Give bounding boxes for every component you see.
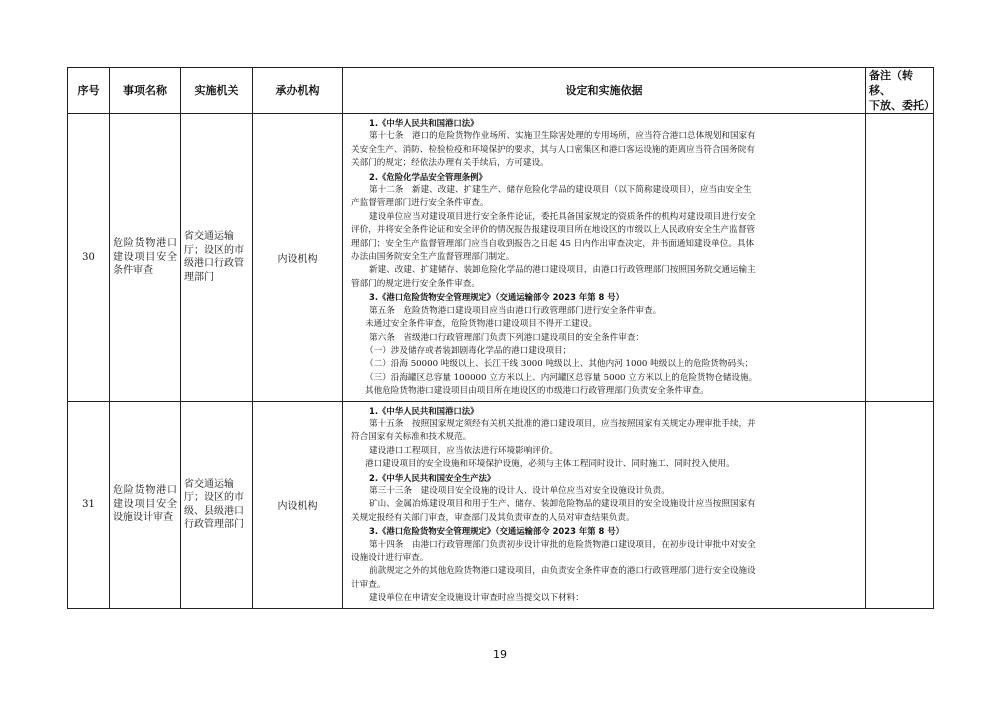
basis-line: 符合国家有关标准和技术规范。 — [351, 432, 472, 443]
header-index: 序号 — [68, 68, 110, 114]
basis-line: 关安全生产、消防、检验检疫和环境保护的要求，其与人口密集区和港口客运设施的距离应当符合国务院有 — [351, 144, 755, 155]
row-notes — [866, 114, 934, 402]
row-index: 31 — [68, 401, 110, 608]
basis-line: 新建、改建、扩建储存、装卸危险化学品的港口建设项目，由港口行政管理部门按照国务院交通运输主 — [369, 265, 756, 276]
basis-heading: 1.《中华人民共和国港口法》 — [369, 118, 479, 128]
legal-basis-text — [351, 117, 859, 399]
basis-line: 关规定报经有关部门审查，审查部门及其负责审查的人员对审查结果负责。 — [351, 512, 635, 523]
row-legal-basis — [343, 114, 866, 402]
basis-line: 设施设计进行审查。 — [351, 553, 429, 563]
permits-table — [67, 67, 934, 609]
basis-line: 建设港口工程项目，应当依法进行环境影响评价。 — [369, 445, 559, 456]
basis-line: 第十二条 新建、改建、扩建生产、储存危险化学品的建设项目（以下简称建设项目），应当由安全生 — [369, 185, 752, 196]
header-notes-line-1: 备注（转移、 — [869, 69, 913, 97]
row-handling-agency: 内设机构 — [253, 401, 343, 608]
basis-line: 其他危险货物港口建设项目由项目所在地设区的市级港口行政管理部门负责安全条件审查。 — [365, 386, 709, 397]
basis-line: 未通过安全条件审查，危险货物港口建设项目不得开工建设。 — [365, 319, 598, 330]
basis-heading: 3.《港口危险货物安全管理规定》（交通运输部令 2023 年第 8 号） — [369, 292, 624, 303]
row-implementing-org: 省交通运输厅；设区的市级港口行政管理部门 — [181, 114, 253, 402]
header-implementing-org: 实施机关 — [181, 68, 253, 114]
basis-line: 建设单位应当对建设项目进行安全条件论证，委托具备国家规定的资质条件的机构对建设项目进行安全 — [369, 211, 756, 222]
header-legal-basis: 设定和实施依据 — [343, 68, 866, 114]
basis-line: 第三十三条 建设项目安全设施的设计人、设计单位应当对安全设施设计负责。 — [369, 485, 670, 496]
row-legal-basis — [343, 401, 866, 608]
row-item-name: 危险货物港口建设项目安全设施设计审查 — [110, 401, 181, 608]
basis-line: 矿山、金属冶炼建设项目和用于生产、储存、装卸危险物品的建设项目的安全设施设计应当按照国家有 — [369, 499, 756, 510]
header-notes-line-2: 下放、委托） — [869, 99, 935, 112]
basis-line: 计审查。 — [351, 579, 386, 590]
basis-line: 评价，并将安全条件论证和安全评价的情况报告报建设项目所在地设区的市级以上人民政府安全生产监督管 — [351, 225, 755, 236]
basis-line: 关部门的规定；经依法办理有关手续后，方可建设。 — [351, 158, 549, 169]
page-number: 19 — [493, 648, 507, 661]
table-row — [68, 401, 934, 608]
basis-line: 第十五条 按照国家规定须经有关机关批准的港口建设项目，应当按照国家有关规定办理审批手续，并 — [369, 418, 756, 429]
basis-line: （三）沿海罐区总容量 100000 立方米以上、内河罐区总容量 5000 立方米以上的危险货物仓储设施。 — [365, 372, 758, 383]
basis-line: 产监督管理部门进行安全条件审查。 — [351, 198, 489, 209]
basis-line: 建设单位在申请安全设施设计审查时应当提交以下材料： — [369, 593, 584, 604]
basis-heading: 2.《中华人民共和国安全生产法》 — [369, 472, 496, 483]
basis-line: 第五条 危险货物港口建设项目应当由港口行政管理部门进行安全条件审查。 — [369, 305, 662, 316]
basis-heading: 1.《中华人民共和国港口法》 — [369, 405, 479, 416]
basis-line: 管部门的规定进行安全条件审查。 — [351, 278, 480, 289]
row-index: 30 — [68, 114, 110, 402]
basis-line: 第六条 省级港口行政管理部门负责下列港口建设项目的安全条件审查： — [369, 332, 645, 343]
row-notes — [866, 401, 934, 608]
basis-line: （二）沿海 50000 吨级以上、长江干线 3000 吨级以上、其他内河 1000 吨级以上的危险货物码头； — [365, 359, 754, 370]
basis-line: 第十四条 由港口行政管理部门负责初步设计审批的危险货物港口建设项目，在初步设计审批中对安全 — [369, 539, 756, 550]
row-handling-agency: 内设机构 — [253, 114, 343, 402]
basis-line: 第十七条 港口的危险货物作业场所、实施卫生除害处理的专用场所，应当符合港口总体规划和国家有 — [369, 131, 756, 142]
table-header-row — [68, 68, 934, 114]
table-row — [68, 114, 934, 402]
basis-heading: 3.《港口危险货物安全管理规定》（交通运输部令 2023 年第 8 号） — [369, 526, 624, 537]
basis-line: 港口建设项目的安全设施和环境保护设施，必须与主体工程同时设计、同时施工、同时投入使用。 — [365, 459, 735, 470]
legal-basis-text — [351, 405, 859, 606]
basis-line: 前款规定之外的其他危险货物港口建设项目，由负责安全条件审查的港口行政管理部门进行安全设施设 — [369, 566, 756, 577]
header-item-name: 事项名称 — [110, 68, 181, 114]
header-notes — [866, 68, 934, 114]
row-implementing-org: 省交通运输厅；设区的市级、县级港口行政管理部门 — [181, 401, 253, 608]
row-item-name: 危险货物港口建设项目安全条件审查 — [110, 114, 181, 402]
basis-line: 办法由国务院安全生产监督管理部门制定。 — [351, 252, 515, 263]
header-handling-agency: 承办机构 — [253, 68, 343, 114]
basis-line: 理部门；安全生产监督管理部门应当自收到报告之日起 45 日内作出审查决定，并书面通知建设单位。具体 — [351, 238, 755, 249]
basis-line: （一）涉及储存或者装卸剧毒化学品的港口建设项目； — [365, 345, 572, 356]
basis-heading: 2.《危险化学品安全管理条例》 — [369, 171, 487, 182]
